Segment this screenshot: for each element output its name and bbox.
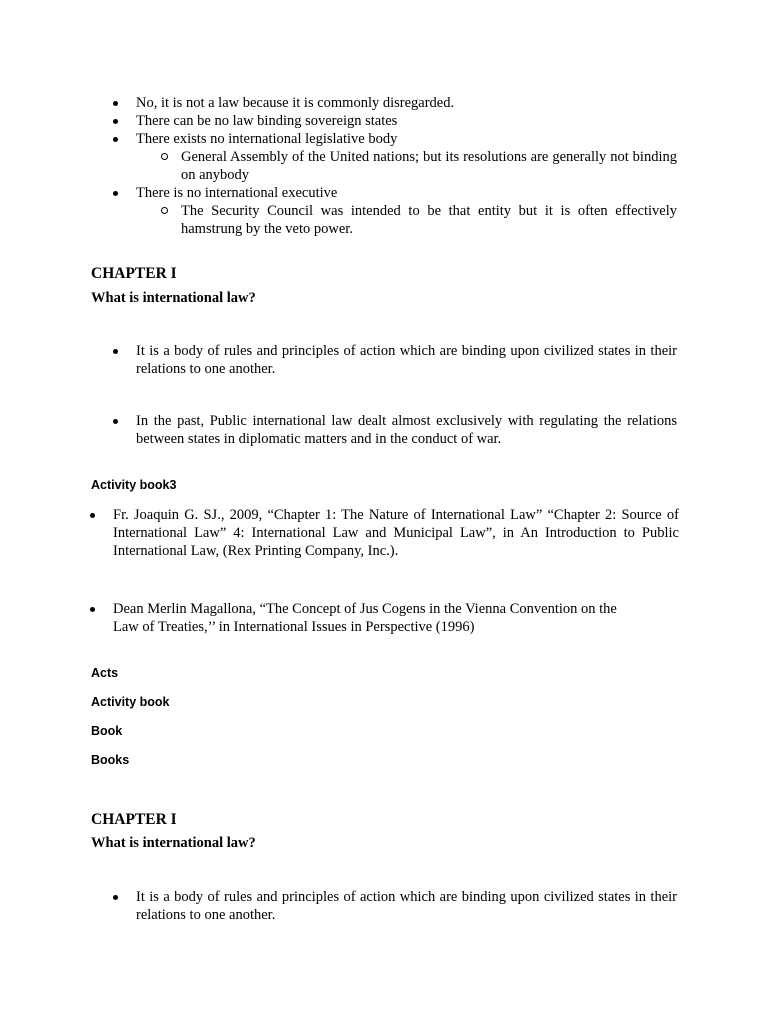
bullet-icon	[90, 513, 95, 518]
list-item: There exists no international legislative body General Assembly of the United nations; but its resolutions are generally not binding on anybody	[136, 130, 677, 184]
bullet-icon	[113, 137, 118, 142]
reference-item: Fr. Joaquin G. SJ., 2009, “Chapter 1: The Nature of International Law” “Chapter 2: Source of International Law” 4: International Law and Municipal Law”, in An Introduction to Public International Law, (Rex Printing Company, Inc.).	[113, 506, 679, 560]
tag-acts[interactable]: Acts	[91, 666, 119, 680]
list-item: There is no international executive The Security Council was intended to be that entity but it is often effectively hamstrung by the veto power.	[136, 184, 677, 238]
bullet-icon	[113, 419, 118, 424]
reference-item: Dean Merlin Magallona, “The Concept of Jus Cogens in the Vienna Convention on the Law of Treaties,’’ in International Issues in Perspective (1996)	[113, 600, 679, 636]
activity-heading: Activity book3	[91, 478, 177, 492]
top-list	[136, 94, 677, 238]
bullet-icon	[113, 349, 118, 354]
tag-book[interactable]: Book	[91, 724, 123, 738]
tag-books[interactable]: Books	[91, 753, 130, 767]
list-item: It is a body of rules and principles of action which are binding upon civilized states in their relations to one another.	[136, 342, 677, 378]
sub-list-item: The Security Council was intended to be that entity but it is often effectively hamstrung by the veto power.	[181, 202, 677, 238]
bullet-icon	[90, 607, 95, 612]
list-item: There can be no law binding sovereign states	[136, 112, 677, 130]
bullet-icon	[113, 119, 118, 124]
chapter-heading: CHAPTER I	[91, 265, 177, 282]
section-question-2: What is international law?	[91, 835, 256, 851]
bullet-icon	[113, 895, 118, 900]
list-item: No, it is not a law because it is commonly disregarded.	[136, 94, 677, 112]
chapter-heading-2: CHAPTER I	[91, 811, 177, 828]
bullet-icon	[113, 101, 118, 106]
reference-list-2	[113, 600, 679, 636]
bullet-icon	[113, 191, 118, 196]
list-item: In the past, Public international law dealt almost exclusively with regulating the relations between states in diplomatic matters and in the conduct of war.	[136, 412, 677, 448]
definition-list	[136, 342, 677, 378]
sub-list-item: General Assembly of the United nations; but its resolutions are generally not binding on anybody	[181, 148, 677, 184]
circle-bullet-icon	[161, 207, 168, 214]
definition-list-2	[136, 888, 677, 924]
circle-bullet-icon	[161, 153, 168, 160]
list-item: It is a body of rules and principles of action which are binding upon civilized states in their relations to one another.	[136, 888, 677, 924]
section-question: What is international law?	[91, 290, 256, 306]
reference-list	[113, 506, 679, 560]
history-list	[136, 412, 677, 448]
tag-activity-book[interactable]: Activity book	[91, 695, 170, 709]
